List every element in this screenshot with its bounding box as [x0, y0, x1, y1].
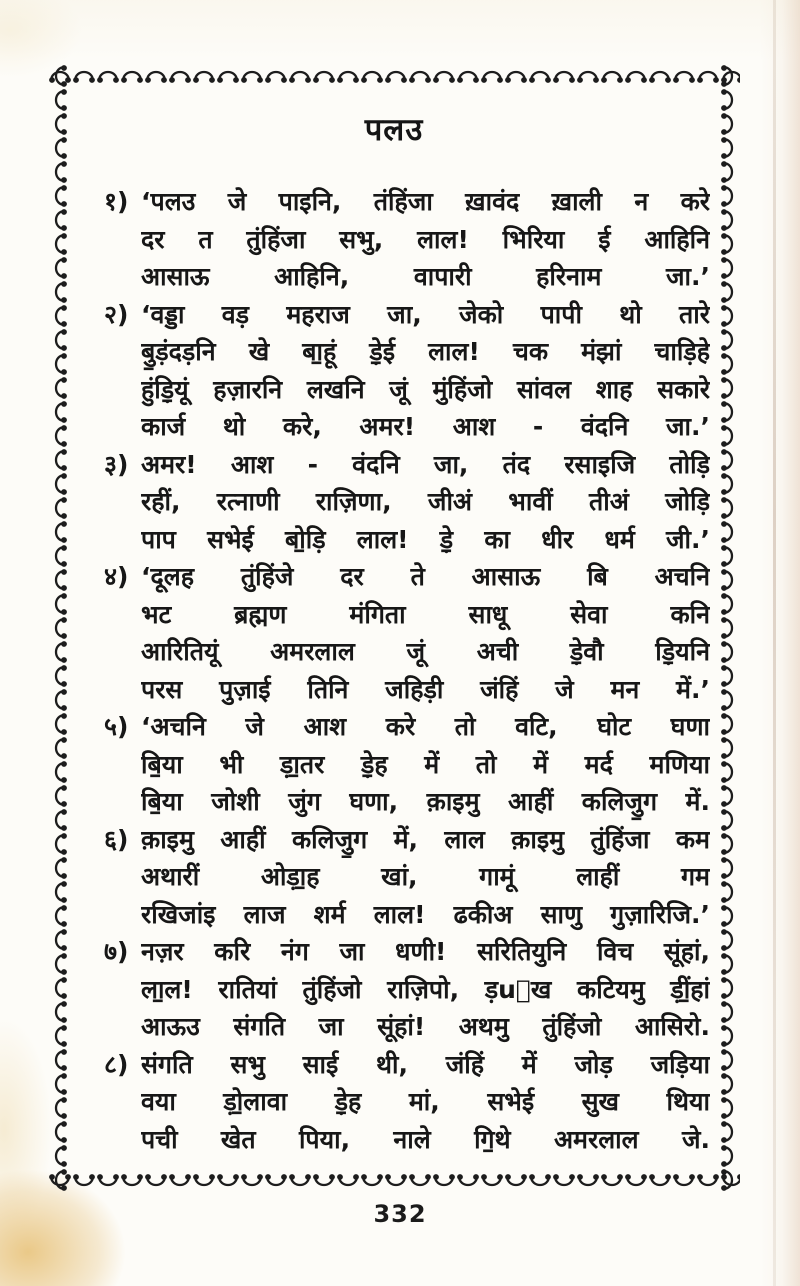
- verse-line: पची खेत पिया, नाले गि॒थे अमरलाल जे.: [141, 1124, 710, 1154]
- verse: [104, 558, 710, 708]
- verse: [104, 708, 710, 821]
- page-title: पलउ: [364, 112, 424, 148]
- verse-line: बु॒ड़ंदड़नि खे बा॒हूं ड़े॒ई लाल! चक मंझां चाड़िहे: [141, 337, 710, 366]
- verse-number: ५): [104, 712, 129, 741]
- scroll-border-top-icon: [48, 64, 740, 88]
- ornamental-frame: [48, 64, 740, 1193]
- verse-lines: [141, 708, 710, 821]
- verse-number: ७): [104, 937, 129, 966]
- verse-lines: [141, 933, 710, 1046]
- verse: [104, 1046, 710, 1159]
- verse-line: बि॒या जोशी जुंग घणा, क़ाइमु आहीं कलिजु॒ग में.: [141, 787, 710, 816]
- verse-line: अमर! आश - वंदनि जा, तंद रसाइजि तोड़ि: [141, 449, 710, 479]
- verse-line: ला॒ल! रातियां तुंहिंजो राज़िपो, ड़u॒ख कटियमु ड़ीं॒हां: [141, 974, 710, 1004]
- verse-line: ‘पलउ जे पाइनि, तंहिंजा ख़ावंद ख़ाली न करे: [141, 187, 710, 216]
- page-number: 332: [373, 1200, 427, 1228]
- verse-line: रखिजांइ लाज शर्म लाल! ढकीअ साणु गुज़ारिजि.’: [141, 899, 710, 929]
- verse-lines: [141, 296, 710, 446]
- verse: [104, 183, 710, 296]
- verse-lines: [141, 183, 710, 296]
- verse-line: आसाऊ आहिनि, वापारी हरिनाम जा.’: [141, 262, 710, 291]
- verse-number: ८): [104, 1049, 129, 1079]
- verse: [104, 446, 710, 559]
- verse-number: १): [104, 187, 129, 216]
- verse-line: नज़र करि नंग जा धणी! सरितियुनि विच सूंहां,: [141, 937, 710, 966]
- verse-lines: [141, 558, 710, 708]
- verse-number: ४): [104, 562, 129, 591]
- verse-lines: [141, 1046, 710, 1159]
- verse-line: ‘वड्डा वड़ महराज जा, जेको पापी थो तारे: [141, 299, 710, 329]
- verse-line: हुंड़ि॒यूं हज़ारनि लखनि जूं मुंहिंजो सांवल शाह सकारे: [141, 374, 710, 404]
- verse: [104, 933, 710, 1046]
- verse-lines: [141, 446, 710, 559]
- verse-lines: [141, 821, 710, 934]
- verse: [104, 821, 710, 934]
- verse-line: कार्ज थो करे, अमर! आश - वंदनि जा.’: [141, 412, 710, 441]
- verse-line: ‘अचनि जे आश करे तो वटि, घोट घणा: [141, 712, 710, 741]
- verse-line: ‘दूलह तुंहिंजे दर ते आसाऊ बि अचनि: [141, 562, 710, 591]
- verse-line: आरितियूं अमरलाल जूं अची ड़े॒वौ ड़ि॒यनि: [141, 637, 710, 666]
- verse-line: वया ड़ो॒लावा ड़े॒ह मां, सभेई सुख थिया: [141, 1087, 710, 1116]
- verse-line: रहीं, रत्नाणी राज़िणा, जीअं भावीं तीअं जोड़ि: [141, 487, 710, 516]
- verse-number: ६): [104, 824, 129, 854]
- verse-line: भट ब्रह्मण मंगिता साधू सेवा कनि: [141, 599, 710, 629]
- scroll-border-bottom-icon: [48, 1169, 740, 1193]
- verse-number: २): [104, 299, 129, 329]
- verse-line: पाप सभेई बो॒ड़ि लाल! ड़े॒ का धीर धर्म जी.’: [141, 524, 710, 554]
- verse-line: आऊउ संगति जा सूंहां! अथमु तुंहिंजो आसिरो.: [141, 1012, 710, 1041]
- scroll-border-left-icon: [48, 64, 72, 1193]
- page-edge-shadow: [773, 0, 776, 1286]
- verse-line: अथारीं ओड़ा॒ह खां, गामूं लाहीं गम: [141, 862, 710, 891]
- verse-line: संगति सभु साई थी, जंहिं में जोड़ जड़िया: [141, 1049, 710, 1079]
- scroll-border-right-icon: [716, 64, 740, 1193]
- verse-line: परस पुज़ाई तिनि जहिड़ी जंहिं जे मन में.’: [141, 674, 710, 704]
- verse-line: बि॒या भी ड़ा॒तर ड़े॒ह में तो में मर्द मणिया: [141, 749, 710, 779]
- verse-list: [104, 183, 710, 1158]
- verse-line: क़ाइमु आहीं कलिजु॒ग में, लाल क़ाइमु तुंहिंजा कम: [141, 824, 710, 854]
- verse-number: ३): [104, 449, 129, 479]
- verse-line: दर त तुंहिंजा सभु, लाल! भिरिया ई आहिनि: [141, 224, 710, 254]
- verse: [104, 296, 710, 446]
